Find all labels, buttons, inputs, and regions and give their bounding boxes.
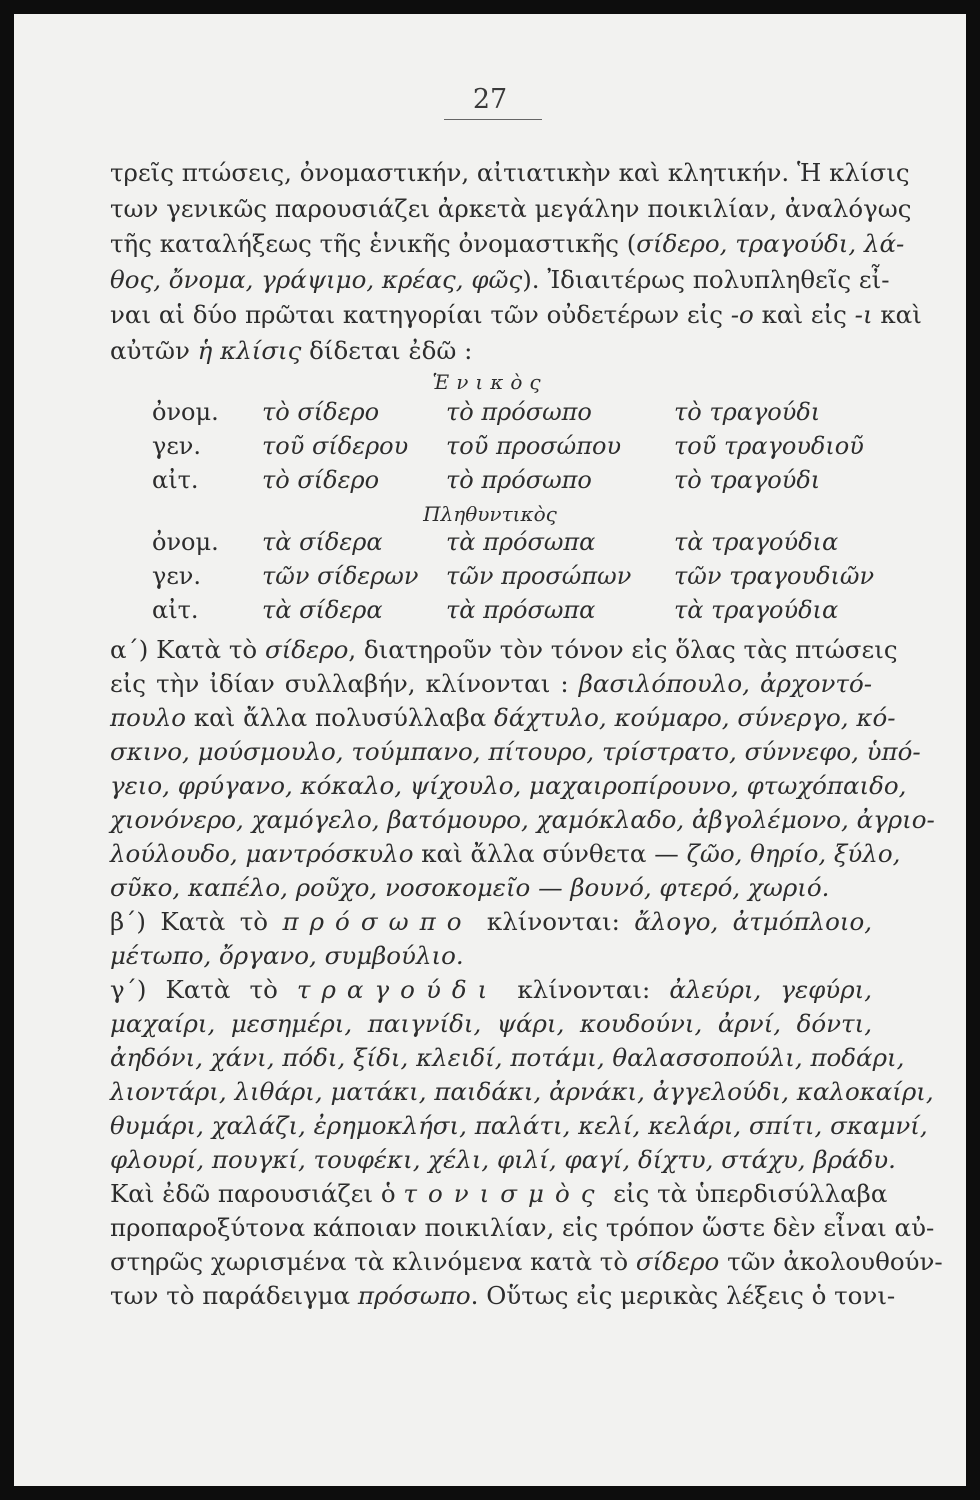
form-tragoudi: τὰ τραγούδια: [674, 528, 839, 556]
text-segment: καὶ ἄλλα πολυσύλλαβα: [186, 703, 494, 732]
emphasized-text: λιοντάρι, λιθάρι, ματάκι, παιδάκι, ἀρνάκι, ἀγγελούδι, καλοκαίρι,: [110, 1077, 934, 1106]
form-prosopo: τὰ πρόσωπα: [446, 528, 596, 556]
text-segment: κλίνονται:: [472, 907, 635, 936]
text-segment: τῆς καταλήξεως τῆς ἑνικῆς ὀνομαστικῆς (: [110, 229, 637, 258]
form-sidero: τὰ σίδερα: [262, 528, 383, 556]
text-line: [110, 874, 872, 904]
text-line: [110, 942, 872, 972]
text-line: [110, 771, 907, 802]
form-prosopo: τὰ πρόσωπα: [446, 596, 596, 624]
form-tragoudi: τὰ τραγούδια: [674, 596, 839, 624]
emphasized-text: -ο: [730, 300, 754, 329]
text-segment: ναι αἱ δύο πρῶται κατηγορίαι τῶν οὐδετέρων εἰς: [110, 300, 731, 329]
emphasized-text: μέτωπο, ὄργανο, συμβούλιο.: [110, 941, 464, 970]
page-number-rule: [444, 119, 542, 120]
emphasized-text: χιονόνερο, χαμόγελο, βατόμουρο, χαμόκλαδο, ἀβγολέμονο, ἀγριο-: [110, 805, 935, 834]
case-label: γεν.: [152, 432, 201, 460]
emphasized-text: βασιλόπουλο, ἀρχοντό-: [578, 669, 873, 698]
form-prosopo: τὸ πρόσωπο: [446, 398, 592, 426]
emphasized-text: πουλο: [110, 703, 187, 732]
case-label: αἰτ.: [152, 596, 199, 624]
emphasized-text: φλουρί, πουγκί, τουφέκι, χέλι, φιλί, φαγί, δίχτυ, στάχυ, βράδυ.: [110, 1145, 896, 1174]
text-segment: δίδεται ἐδῶ :: [301, 335, 473, 365]
case-label: αἰτ.: [152, 466, 199, 494]
form-tragoudi: τὸ τραγούδι: [674, 466, 821, 494]
text-segment: προπαροξύτονα κάποιαν ποικιλίαν, εἰς τρόπον ὥστε δὲν εἶναι αὐ-: [110, 1213, 935, 1242]
form-sidero: τὰ σίδερα: [262, 596, 383, 624]
emphasized-text: τονισμὸς: [403, 1179, 606, 1208]
text-line: [110, 1213, 935, 1244]
case-label: γεν.: [152, 562, 201, 590]
emphasized-text: ἡ κλίσις: [197, 335, 302, 365]
text-line: [110, 839, 901, 870]
text-segment: των τὸ παράδειγμα: [110, 1281, 358, 1310]
text-line: [110, 635, 898, 666]
text-segment: α΄) Κατὰ τὸ: [110, 635, 265, 664]
emphasized-text: θος, ὄνομα, γράψιμο, κρέας, φῶς: [110, 264, 523, 294]
emphasized-text: λούλουδο, μαντρόσκυλο: [110, 839, 414, 868]
text-segment: καὶ ἄλλα σύνθετα —: [413, 839, 687, 868]
emphasized-text: ἀηδόνι, χάνι, πόδι, ξίδι, κλειδί, ποτάμι, θαλασσοπούλι, ποδάρι,: [110, 1043, 905, 1072]
emphasized-text: σίδερο: [635, 1247, 720, 1276]
text-segment: . Οὕτως εἰς μερικὰς λέξεις ὁ τονι-: [470, 1281, 896, 1310]
plural-heading: Πληθυντικὸς: [423, 502, 557, 526]
text-segment: εἰς τὴν ἰδίαν συλλαβήν, κλίνονται :: [110, 669, 579, 698]
text-segment: κλίνονται:: [498, 975, 670, 1004]
emphasized-text: σίδερο: [264, 635, 349, 664]
text-line: [110, 703, 896, 734]
text-segment: εἰς τὰ ὑπερδισύλλαβα: [605, 1179, 888, 1208]
text-line: [110, 193, 912, 225]
emphasized-text: θυμάρι, χαλάζι, ἐρημοκλήσι, παλάτι, κελί, κελάρι, σπίτι, σκαμνί,: [110, 1111, 928, 1140]
emphasized-text: μαχαίρι, μεσημέρι, παιγνίδι, ψάρι, κουδούνι, ἀρνί, δόντι,: [110, 1009, 872, 1038]
form-tragoudi: τοῦ τραγουδιοῦ: [674, 432, 864, 460]
emphasized-text: ζῶο, θηρίο, ξύλο,: [686, 839, 901, 868]
text-segment: , διατηροῦν τὸν τόνον εἰς ὅλας τὰς πτώσεις: [348, 635, 898, 664]
text-line: [110, 1179, 888, 1210]
form-sidero: τὸ σίδερο: [262, 398, 380, 426]
form-prosopo: τοῦ προσώπου: [446, 432, 622, 460]
case-label: ὀνομ.: [152, 398, 219, 426]
text-line: [110, 337, 872, 367]
text-segment: τρεῖς πτώσεις, ὀνομαστικήν, αἰτιατικὴν καὶ κλητικήν. Ἡ κλίσις: [110, 158, 910, 187]
text-line: [110, 1281, 896, 1312]
text-line: [110, 1111, 928, 1142]
text-line: [110, 1010, 872, 1040]
emphasized-text: τραγούδι: [296, 975, 499, 1004]
text-line: [110, 1043, 905, 1074]
text-segment: καὶ εἰς: [753, 300, 855, 329]
emphasized-text: σίδερο, τραγούδι, λά-: [636, 229, 905, 258]
text-segment: β΄) Κατὰ τὸ: [110, 907, 283, 936]
text-line: [110, 737, 921, 768]
text-segment: γ΄) Κατὰ τὸ: [110, 975, 297, 1004]
text-segment: τῶν ἀκολουθούν-: [719, 1247, 943, 1276]
form-sidero: τοῦ σίδερου: [262, 432, 409, 460]
emphasized-text: δάχτυλο, κούμαρο, σύνεργο, κό-: [494, 703, 896, 732]
form-prosopo: τὸ πρόσωπο: [446, 466, 592, 494]
book-page: [14, 14, 966, 1486]
text-line: [110, 1145, 896, 1176]
form-tragoudi: τῶν τραγουδιῶν: [674, 562, 875, 590]
emphasized-text: -ι: [854, 300, 873, 329]
text-segment: στηρῶς χωρισμένα τὰ κλινόμενα κατὰ τὸ: [110, 1247, 636, 1276]
text-line: [110, 229, 905, 260]
text-segment: αὐτῶν: [110, 335, 198, 365]
text-segment: των γενικῶς παρουσιάζει ἀρκετὰ μεγάλην ποικιλίαν, ἀναλόγως: [110, 193, 912, 223]
form-sidero: τῶν σίδερων: [262, 562, 419, 590]
emphasized-text: γειο, φρύγανο, κόκαλο, ψίχουλο, μαχαιροπίρουνο, φτωχόπαιδο,: [110, 771, 907, 800]
text-segment: Καὶ ἐδῶ παρουσιάζει ὁ: [110, 1179, 404, 1208]
text-line: [110, 264, 890, 296]
emphasized-text: πρόσωπο: [357, 1281, 471, 1310]
text-line: [110, 805, 935, 836]
emphasized-text: ἄλογο, ἀτμόπλοιο,: [634, 907, 872, 936]
text-line: [110, 670, 872, 700]
emphasized-text: σῦκο, καπέλο, ροῦχο, νοσοκομεῖο — βουνό, φτερό, χωριό.: [110, 873, 830, 902]
emphasized-text: πρόσωπο: [282, 907, 473, 936]
text-line: [110, 158, 910, 189]
emphasized-text: σκινο, μούσμουλο, τούμπανο, πίτουρο, τρίστρατο, σύννεφο, ὑπό-: [110, 737, 921, 766]
case-label: ὀνομ.: [152, 528, 219, 556]
text-line: [110, 1247, 943, 1278]
text-line: [110, 1077, 934, 1108]
page-number: 27: [472, 84, 508, 115]
text-segment: ). Ἰδιαιτέρως πολυπληθεῖς εἶ-: [522, 264, 890, 294]
text-line: [110, 300, 922, 331]
singular-heading: Ἑνικὸς: [432, 370, 548, 394]
text-segment: καὶ: [872, 300, 922, 329]
form-prosopo: τῶν προσώπων: [446, 562, 632, 590]
form-tragoudi: τὸ τραγούδι: [674, 398, 821, 426]
emphasized-text: ἀλεύρι, γεφύρι,: [669, 975, 872, 1004]
form-sidero: τὸ σίδερο: [262, 466, 380, 494]
text-line: [110, 976, 872, 1006]
text-line: [110, 908, 872, 938]
